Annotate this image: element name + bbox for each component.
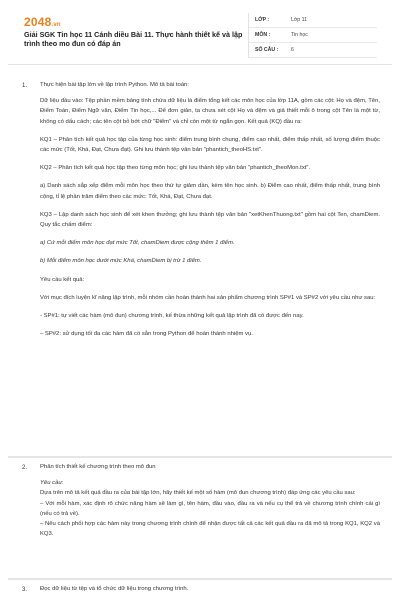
header-divider — [8, 64, 392, 65]
meta-row-subject — [249, 28, 377, 43]
paragraph-input: Dữ liệu đầu vào: Tệp phần mềm bảng tính chứa dữ liệu là điểm tổng kết các môn học của lớp 11A, gồm các cột: Họ và đệm, Tên, Điểm Toán, Điểm Ngữ văn, Điểm Tin học,... Để đơn giản, ta chưa xét cột Họ và đệm và giả thiết mỗi ô trong cột Tên là một từ, không có dấu cách; các tên cột bỏ bớt chữ "Điểm" và chỉ còn một từ ngắn gọn. Kết quả (KQ) đầu ra: — [40, 98, 380, 125]
meta-value: Tin học — [291, 32, 308, 38]
section-divider — [8, 456, 392, 458]
paragraph-bullet-1: – Với mỗi hàm, xác định rõ chức năng hàm sẽ làm gì, tên hàm, đầu vào, đầu ra và nếu cụ thể trả về chương trình chính cái gì (nếu có trả về). — [40, 500, 380, 517]
paragraph-task: Dựa trên mô tả kết quả đầu ra của bài tập lớn, hãy thiết kế một số hàm (mô đun chương trình) đáp ứng các yêu cầu sau: — [40, 490, 356, 497]
meta-label: SỐ CÂU : — [255, 47, 279, 53]
question-heading: Đọc dữ liệu từ tệp và tổ chức dữ liệu trong chương trình. — [40, 586, 189, 592]
meta-value: Lớp 11 — [291, 17, 307, 23]
document-title: Giải SGK Tin học 11 Cánh diều Bài 11. Thực hành thiết kế và lập trình theo mo đun có đáp án — [24, 30, 243, 49]
document-header — [0, 0, 400, 63]
rule-b: b) Mỗi điểm môn học dưới mức Khá, chamDiem bị trừ 1 điểm. — [40, 258, 202, 265]
meta-row-grade — [249, 13, 377, 28]
paragraph-bullet-2: – Nêu cách phối hợp các hàm này trong chương trình chính để nhận được tất cả các kết quả đầu ra đã mô tả trong KQ1, KQ2 và KQ3. — [40, 521, 380, 538]
paragraph-kq3: KQ3 – Lập danh sách học sinh để xét khen thưởng; ghi lưu thành tệp văn bản "xetKhenThuong.txt" gồm hai cột Ten, chamDiem. Quy tắc chấm điểm: — [40, 211, 380, 229]
meta-label: MÔN : — [255, 32, 271, 38]
site-logo[interactable] — [24, 15, 61, 29]
logo-text: 2048 — [24, 15, 52, 29]
question-heading: Thực hiện bài tập lớn về lập trình Python. Mô tả bài toán: — [40, 82, 189, 88]
question-body — [40, 462, 380, 539]
paragraph-requirement-label: Yêu cầu: — [40, 480, 64, 487]
question-body — [40, 584, 380, 594]
question-body — [40, 80, 380, 339]
section-divider — [8, 578, 392, 580]
logo-suffix: .vn — [51, 22, 61, 28]
meta-value: 6 — [291, 47, 294, 53]
question-number: 1. — [22, 83, 28, 89]
paragraph-sp2: – SP#2: sử dụng tối đa các hàm đã có sẵn trong Python để hoàn thành nhiệm vụ. — [40, 331, 253, 338]
paragraph-sp1: - SP#1: tự viết các hàm (mô đun) chương trình, kế thừa những kết quả lập trình đã có được đến nay. — [40, 313, 304, 320]
paragraph-kq2: KQ2 – Phân tích kết quả học tập theo từng môn học; ghi lưu thành tệp văn bản "phantich_theoMon.txt". — [40, 165, 311, 172]
paragraph-requirements: Yêu cầu kết quả: — [40, 276, 85, 283]
question-number: 3. — [22, 587, 28, 593]
paragraph-kq1: KQ1 – Phân tích kết quả học tập của từng học sinh: điểm trung bình chung, điểm cao nhất, điểm thấp nhất, số lượng điểm thuộc các mức (Tốt, Khá, Đạt, Chưa đạt). Ghi lưu thành tệp văn bản "phantich_theoHS.txt". — [40, 136, 380, 154]
paragraph-purpose: Với mục đích luyện kĩ năng lập trình, mỗi nhóm cần hoàn thành hai sản phẩm chương trình SP#1 và SP#2 với yêu cầu như sau: — [40, 294, 376, 301]
question-heading: Phân tích thiết kế chương trình theo mô đun — [40, 464, 156, 470]
question-number: 2. — [22, 465, 28, 471]
meta-table — [248, 13, 377, 58]
rule-a: a) Cứ mỗi điểm môn học đạt mức Tốt, chamDiem được cộng thêm 1 điểm. — [40, 240, 235, 247]
meta-label: LỚP : — [255, 17, 270, 23]
paragraph-kq2-detail: a) Danh sách sắp xếp điểm mỗi môn học theo thứ tự giảm dần, kèm tên học sinh. b) Điểm cao nhất, điểm thấp nhất, trung bình cộng, tỉ lệ phần trăm điểm theo các mức: Tốt, Khá, Đạt, Chưa đạt. — [40, 183, 380, 200]
meta-row-count — [249, 43, 377, 58]
